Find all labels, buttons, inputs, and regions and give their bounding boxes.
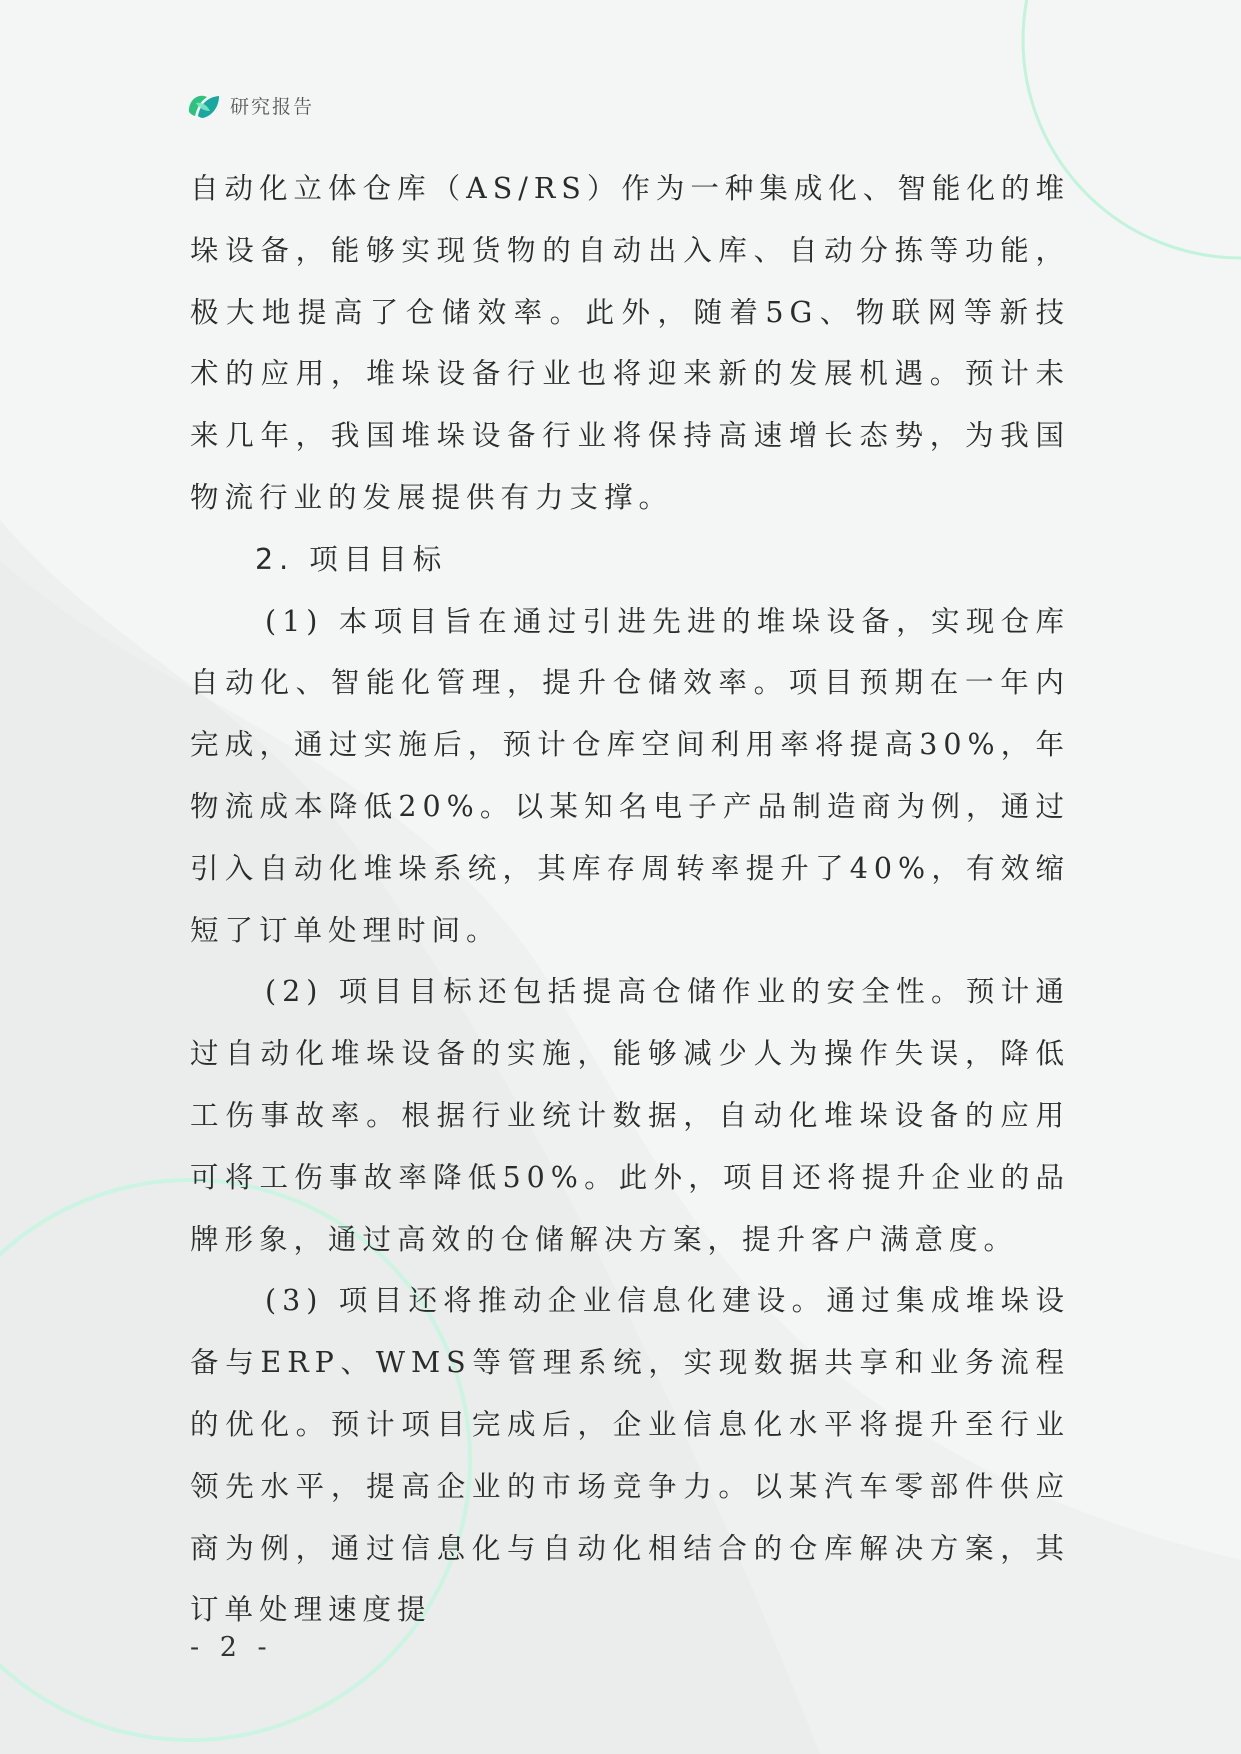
header-title: 研究报告 [230,95,315,118]
leaf-logo-icon [186,89,222,121]
document-body [190,158,1070,1641]
paragraph-goal-3: (3) 项目还将推动企业信息化建设。通过集成堆垛设备与ERP、WMS等管理系统，实现数据共享和业务流程的优化。预计项目完成后，企业信息化水平将提升至行业领先水平，提高企业的市场竞争力。以某汽车零部件供应商为例，通过信息化与自动化相结合的仓库解决方案，其订单处理速度提 [190,1284,1070,1627]
page-number: - 2 - [190,1632,273,1663]
paragraph-goal-1: (1) 本项目旨在通过引进先进的堆垛设备，实现仓库自动化、智能化管理，提升仓储效率。项目预期在一年内完成，通过实施后，预计仓库空间利用率将提高30%，年物流成本降低20%。以某知名电子产品制造商为例，通过引入自动化堆垛系统，其库存周转率提升了40%，有效缩短了订单处理时间。 [190,604,1070,947]
section-title: 项目目标 [309,542,448,576]
section-heading [190,529,1070,591]
paragraph-goal-2: (2) 项目目标还包括提高仓储作业的安全性。预计通过自动化堆垛设备的实施，能够减少人为操作失误，降低工伤事故率。根据行业统计数据，自动化堆垛设备的应用可将工伤事故率降低50%。此外，项目还将提升企业的品牌形象，通过高效的仓储解决方案，提升客户满意度。 [190,975,1070,1256]
section-number: 2. [255,542,295,576]
paragraph-intro: 自动化立体仓库（AS/RS）作为一种集成化、智能化的堆垛设备，能够实现货物的自动出入库、自动分拣等功能，极大地提高了仓储效率。此外，随着5G、物联网等新技术的应用，堆垛设备行业也将迎来新的发展机遇。预计未来几年，我国堆垛设备行业将保持高速增长态势，为我国物流行业的发展提供有力支撑。 [190,172,1070,514]
report-header [186,88,314,122]
